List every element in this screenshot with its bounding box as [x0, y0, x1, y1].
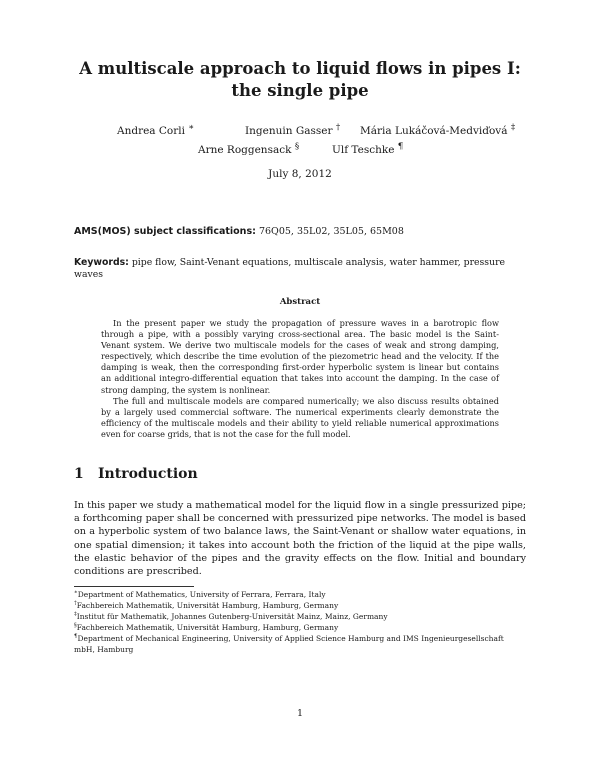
footnote-mark: §	[74, 622, 77, 629]
footnote	[74, 622, 534, 633]
footnote	[74, 589, 534, 600]
footnote-text: Fachbereich Mathematik, Universität Hamburg, Hamburg, Germany	[76, 623, 339, 632]
footnote-mark: ¶	[74, 633, 78, 640]
title-line-2: the single pipe	[231, 81, 369, 100]
section-title: Introduction	[98, 466, 198, 482]
page-number: 1	[296, 708, 304, 719]
abstract-paragraph: The full and multiscale models are compared numerically; we also discuss results obtained by a largely used commercial software. The numerical experiments clearly demonstrate the efficiency of the multiscale models and their ability to yield reliable numerical approximations even for coarse grids, that is not the case for the full model.	[101, 395, 499, 439]
author-5	[332, 141, 404, 157]
author-3	[360, 122, 516, 138]
abstract-heading: Abstract	[279, 297, 321, 307]
footnote-text: Institut für Mathematik, Johannes Gutenberg-Universität Mainz, Mainz, Germany	[76, 612, 388, 621]
footnote	[74, 633, 526, 655]
section-heading	[74, 466, 198, 482]
section-number: 1	[74, 466, 84, 482]
footnote-mark: ‡	[74, 611, 77, 618]
footnote-mark: ∗	[74, 589, 78, 596]
footnote-text: Fachbereich Mathematik, Universität Hamburg, Hamburg, Germany	[76, 601, 339, 610]
abstract-body	[101, 318, 499, 440]
keywords	[74, 257, 526, 281]
author-mark: †	[335, 122, 341, 133]
author-mark: ∗	[188, 122, 195, 133]
author-4	[198, 141, 300, 157]
author-mark: ‡	[510, 122, 516, 133]
author-name: Ingenuin Gasser	[245, 125, 333, 137]
keywords-label: Keywords:	[74, 257, 129, 268]
footnote	[74, 611, 534, 622]
section-body: In this paper we study a mathematical model for the liquid flow in a single pressurized pipe; a forthcoming paper shall be concerned with pressurized pipe networks. The model is based on a hyperbolic system of two balance laws, the Saint-Venant or shallow water equations, in one spatial dimension; it takes into account both the friction of the liquid at the pipe walls, the elastic behavior of the pipes and the gravity effects on the flow. Initial and boundary conditions are prescribed.	[74, 500, 526, 578]
footnote-text: Department of Mechanical Engineering, University of Applied Science Hamburg and IMS Ingenieurgesellschaft mbH, Hamburg	[74, 634, 504, 654]
paper-date: July 8, 2012	[268, 168, 332, 180]
author-name: Mária Lukáčová-Medviďová	[360, 125, 508, 137]
title-line-1: A multiscale approach to liquid flows in pipes I:	[79, 59, 521, 78]
author-2	[245, 122, 341, 138]
ams-classification	[74, 226, 404, 237]
ams-codes: 76Q05, 35L02, 35L05, 65M08	[258, 226, 404, 237]
abstract-paragraph: In the present paper we study the propagation of pressure waves in a barotropic flow through a pipe, with a possibly varying cross-sectional area. The basic model is the Saint-Venant system. We derive two multiscale models for the cases of weak and strong damping, respectively, which describe the time evolution of the piezometric head and the velocity. If the damping is weak, then the corresponding first-order hyperbolic system is linear but contains an additional integro-differential equation that takes into account the damping. In the case of strong damping, the system is nonlinear.	[101, 318, 499, 395]
author-name: Ulf Teschke	[332, 144, 395, 156]
keywords-text: pipe flow, Saint-Venant equations, multiscale analysis, water hammer, pressure waves	[74, 257, 506, 280]
author-name: Andrea Corli	[117, 125, 185, 137]
author-mark: ¶	[397, 141, 404, 152]
author-1	[117, 122, 195, 138]
footnote-rule	[74, 586, 194, 587]
ams-label: AMS(MOS) subject classifications:	[74, 226, 256, 237]
footnote-text: Department of Mathematics, University of Ferrara, Ferrara, Italy	[77, 590, 326, 599]
footnote-mark: †	[74, 600, 77, 607]
author-mark: §	[294, 141, 300, 152]
footnote	[74, 600, 534, 611]
author-name: Arne Roggensack	[198, 144, 292, 156]
paper-title	[60, 58, 540, 102]
